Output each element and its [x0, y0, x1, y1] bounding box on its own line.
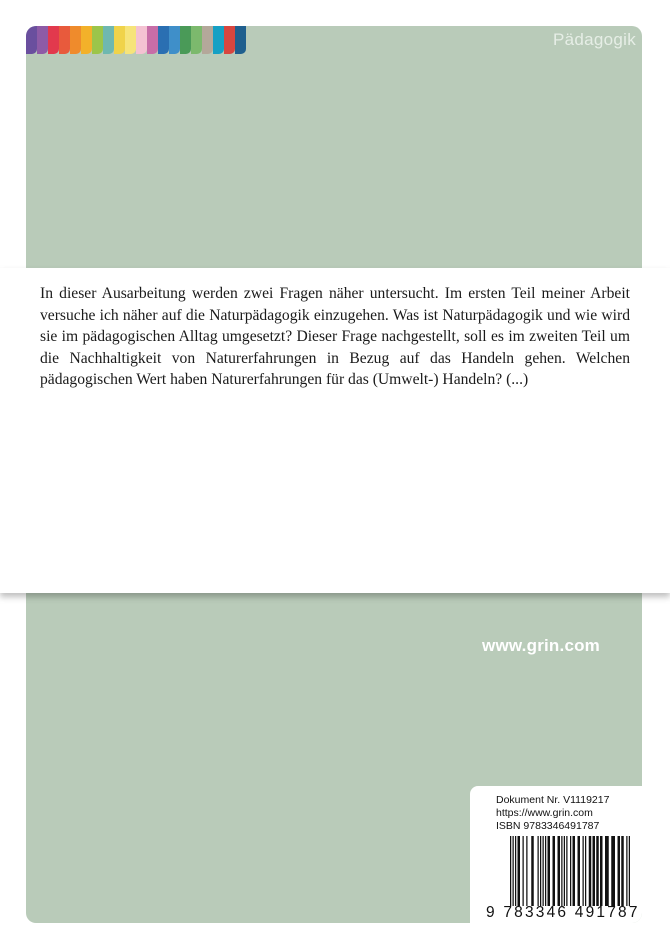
barcode-bar: [589, 836, 592, 906]
barcode-bar: [545, 836, 546, 906]
color-stripe: [202, 26, 213, 54]
url-text: https://www.grin.com: [496, 807, 593, 819]
color-stripe: [37, 26, 48, 54]
document-number: Dokument Nr. V1119217: [496, 794, 610, 806]
color-stripe: [158, 26, 169, 54]
barcode-bar: [573, 836, 576, 906]
color-stripe: [213, 26, 224, 54]
barcode-bar: [540, 836, 541, 906]
barcode-bar: [578, 836, 581, 906]
barcode-bar: [583, 836, 584, 906]
barcode-bar: [596, 836, 599, 906]
abstract-text: In dieser Ausarbeitung werden zwei Fragen näher untersucht. Im ersten Teil meiner Arbeit versuche ich näher auf die Naturpädagogik einzugehen. Was ist Naturpädagogik und wie wird sie im pädagogischen Alltag umgesetzt? Dieser Frage nachgestellt, soll es im zweiten Teil um die Nachhaltigkeit von Naturerfahrungen in Bezug auf das Handeln gehen. Welchen pädagogischen Wert haben Naturerfahrungen für das (Umwelt-) Handeln? (...): [40, 285, 630, 389]
barcode-bar: [593, 836, 596, 906]
barcode-bar: [561, 836, 562, 906]
website-label: www.grin.com: [482, 636, 600, 655]
barcode-bar: [570, 836, 571, 906]
color-stripe: [81, 26, 92, 54]
isbn-box: [470, 786, 642, 923]
barcode-bar: [523, 836, 524, 906]
color-stripe: [26, 26, 37, 54]
barcode-bar: [553, 836, 556, 906]
barcode-bar: [600, 836, 603, 906]
barcode-bar: [548, 836, 551, 906]
barcode-bar: [566, 836, 567, 906]
color-stripe: [92, 26, 103, 54]
barcode-bar: [510, 836, 511, 906]
barcode-bar: [585, 836, 586, 906]
isbn-text: ISBN 9783346491787: [496, 820, 600, 832]
color-stripe: [147, 26, 158, 54]
barcode-bar: [629, 836, 630, 906]
color-stripe: [136, 26, 147, 54]
barcode-bar: [621, 836, 624, 906]
color-stripe: [169, 26, 180, 54]
barcode-bar: [611, 836, 615, 906]
color-stripe: [70, 26, 81, 54]
barcode-bar: [543, 836, 544, 906]
color-stripe: [103, 26, 114, 54]
color-stripe: [48, 26, 59, 54]
barcode-bar: [538, 836, 539, 906]
color-stripe: [59, 26, 70, 54]
color-stripe: [180, 26, 191, 54]
color-stripes: [26, 26, 246, 54]
barcode-bar: [626, 836, 627, 906]
color-stripe: [125, 26, 136, 54]
color-stripe: [235, 26, 246, 54]
color-stripe: [191, 26, 202, 54]
category-label: Pädagogik: [552, 30, 636, 49]
barcode-bar: [518, 836, 521, 906]
barcode-bar: [605, 836, 609, 906]
barcode-bar: [558, 836, 561, 906]
barcode-bar: [515, 836, 516, 906]
barcode-bar: [513, 836, 514, 906]
barcode-bar: [531, 836, 534, 906]
barcode-bar: [564, 836, 565, 906]
abstract-panel: [0, 268, 670, 593]
barcode-bar: [526, 836, 527, 906]
metadata: [496, 794, 609, 833]
color-stripe: [224, 26, 235, 54]
barcode-bar: [618, 836, 621, 906]
barcode: [510, 836, 642, 906]
color-stripe: [114, 26, 125, 54]
barcode-number: 9 783346 491787: [486, 904, 640, 921]
